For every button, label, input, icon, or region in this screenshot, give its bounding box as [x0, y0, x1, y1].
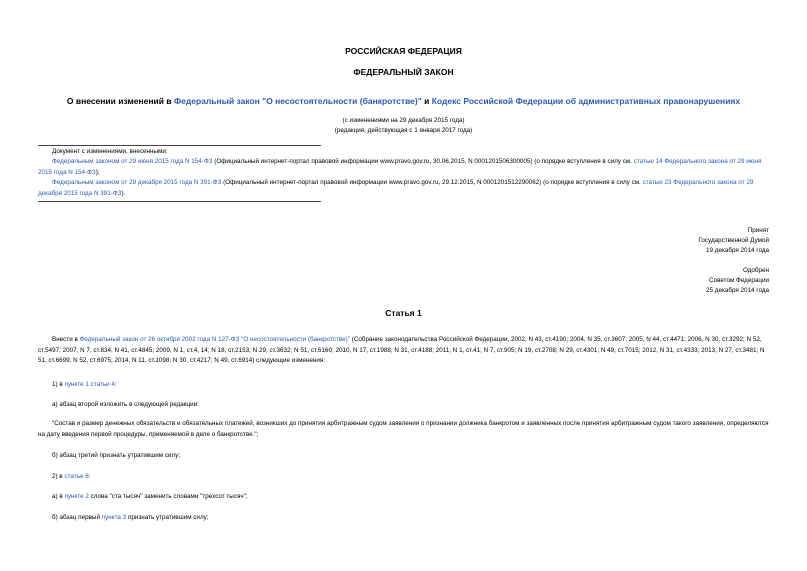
change-link[interactable]: Федеральным законом от 29 декабря 2015 года N 391-ФЗ [52, 179, 222, 186]
change-article-link[interactable]: статью 14 [633, 158, 663, 165]
item-text: : [114, 381, 117, 388]
item-link[interactable]: статье 6 [64, 473, 89, 480]
item-text: признать утратившим силу; [126, 514, 209, 521]
item-text: 2) в [52, 473, 65, 480]
title-text: и [421, 96, 432, 106]
quoted-text [38, 419, 769, 440]
intro-text: (Собрание законодательства Российской Федерации, 2002, N 43, ст.4190; 2004, N 35, ст.3607; 2005, N 44, ст.4471; 2006, N 30, ст.3292; N 52, ст.5497; 2007, N 7, ст.834; N 41, ст.4845; 2009, N 1, ст.4, 14; N 18, ст.2153; N 29, ст.3632; N 51, ст.6160; 2010, N 17, ст.1988; N 31, ст.4188; 2011, N 1, ст.41; N 7, ст.905; N 19, ст.2708; N 29, ст.4301; N 49, ст.7015; 2012, N 31, ст.4333; 2013, N 27, ст.3481; N 51, ст.6699; N 52, ст.6975; 2014, N 11, ст.1098; N 30, ст.4217; N 49, ст.6914) следующие изменения: [38, 336, 765, 364]
item-text: слова "ста тысяч" заменить словами "трехсот тысяч"; [88, 493, 248, 500]
change-law-link[interactable]: Федерального закона от 29 декабря 2015 года N 391-ФЗ [38, 179, 754, 197]
law-title [0, 96, 807, 106]
item-link[interactable]: пункте 1 статьи 4 [64, 381, 115, 388]
adopted-line: Государственной Думой [698, 237, 769, 244]
divider [38, 145, 321, 146]
changes-heading: Документ с изменениями, внесенными: [52, 148, 168, 155]
edition-note: (редакция, действующая с 1 января 2017 года) [334, 127, 473, 134]
change-text: ). [121, 189, 126, 197]
subitem-b [52, 513, 209, 523]
change-text: (Официальный интернет-портал правовой информации www.pravo.gov.ru, 29.12.2015, N 0001201512290062) (о порядке вступления в силу см. [221, 179, 643, 186]
change-link[interactable]: Федеральным законом от 29 июня 2015 года N 154-ФЗ [52, 158, 213, 165]
article-intro [38, 335, 769, 367]
item-text: : [88, 473, 91, 480]
subitem-b: б) абзац третий признать утратившим силу; [52, 452, 181, 459]
item-text: б) абзац первый [52, 514, 102, 521]
change-item [38, 178, 769, 199]
item-text: а) в [52, 493, 65, 500]
approved-date: 25 декабря 2014 года [706, 287, 769, 294]
intro-law-link[interactable]: Федеральный закон от 26 октября 2002 года N 127-ФЗ "О несостоятельности (банкротстве)" [79, 336, 351, 343]
subitem-a [52, 492, 248, 502]
doc-type-heading: ФЕДЕРАЛЬНЫЙ ЗАКОН [353, 67, 454, 77]
divider [38, 201, 321, 202]
title-text: О внесении изменений в [66, 96, 174, 106]
item-1 [52, 380, 117, 390]
adopted-date: 19 декабря 2014 года [706, 247, 769, 254]
quoted-text-body: "Состав и размер денежных обязательств и обязательных платежей, возникших до принятия арбитражным судом заявления о признании должника банкротом и заявленных после принятия арбитражным судом такого заявления, определяются на дату введения первой процедуры, применяемой в деле о банкротстве."; [38, 420, 769, 438]
item-link[interactable]: пункта 3 [101, 514, 127, 521]
title-link-bankruptcy-law[interactable]: Федеральный закон "О несостоятельности (банкротстве)" [173, 96, 422, 106]
approved-line: Одобрен [742, 267, 769, 274]
item-link[interactable]: пункте 2 [64, 493, 89, 500]
change-text: (Официальный интернет-портал правовой информации www.pravo.gov.ru, 30.06.2015, N 0001201506300005) (о порядке вступления в силу см. [212, 158, 634, 165]
subitem-a: а) абзац второй изложить в следующей редакции: [52, 401, 199, 408]
approved-line: Советом Федерации [709, 277, 769, 284]
intro-text: Внести в [52, 336, 80, 343]
country-heading: РОССИЙСКАЯ ФЕДЕРАЦИЯ [345, 46, 462, 56]
article-title: Статья 1 [385, 308, 422, 318]
item-text: 1) в [52, 381, 65, 388]
edition-note: (с изменениями на 29 декабря 2015 года) [342, 117, 465, 124]
change-text: ); [95, 168, 100, 176]
change-item [38, 157, 769, 178]
change-article-link[interactable]: статью 23 [642, 179, 672, 186]
item-2 [52, 472, 90, 482]
adopted-line: Принят [747, 227, 769, 234]
title-link-admin-code[interactable]: Кодекс Российской Федерации об административных правонарушениях [431, 96, 741, 106]
change-law-link[interactable]: Федерального закона от 29 июня 2015 года N 154-ФЗ [38, 158, 762, 176]
